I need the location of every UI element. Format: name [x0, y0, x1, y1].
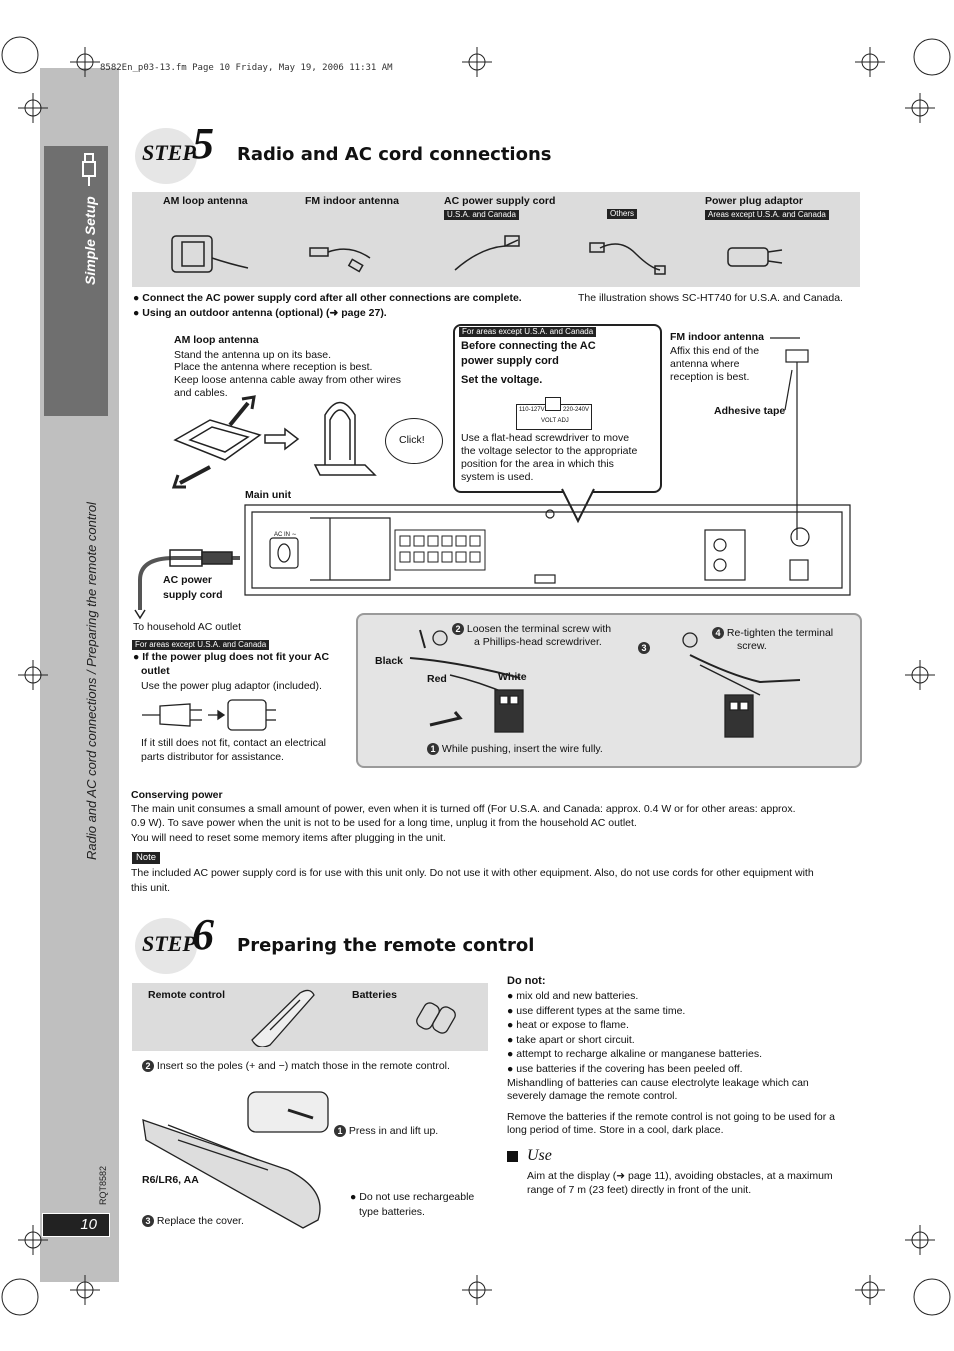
section-label: Simple Setup	[82, 196, 98, 285]
supply-adaptor: Power plug adaptor	[705, 195, 804, 207]
fm-line-2: antenna where	[670, 358, 740, 370]
conserving-title: Conserving power	[131, 789, 223, 801]
donot-4: ● take apart or short circuit.	[507, 1034, 635, 1046]
supply-fm: FM indoor antenna	[305, 195, 399, 207]
plug-use: Use the power plug adaptor (included).	[141, 680, 322, 692]
conserving-line-1: The main unit consumes a small amount of power, even when it is turned off (For U.S.A. and Canada: approx. 0.4 W or for other areas: approx.	[131, 803, 796, 815]
bullet-ac-last: ● Connect the AC power supply cord after all other connections are complete.	[133, 292, 522, 304]
remote-step-3: 3 Replace the cover.	[142, 1215, 244, 1228]
conserving-line-2: 0.9 W). To save power when the unit is not to be used for a long time, unplug it from the household AC outlet.	[131, 817, 637, 829]
note-tag: Note	[132, 852, 160, 864]
ac-cord-label-1: AC power	[163, 574, 213, 586]
use-square-icon	[507, 1151, 518, 1162]
supply-ac-tag: U.S.A. and Canada	[444, 210, 519, 220]
voltage-line-3: position for the area in which this	[461, 458, 614, 470]
term-step-2: 2 Loosen the terminal screw with	[452, 623, 611, 636]
page-number: 10	[80, 1216, 97, 1233]
voltage-line-2: the voltage selector to the appropriate	[461, 445, 638, 457]
supply-others-tag: Others	[607, 209, 637, 219]
term-step-4: 4 Re-tighten the terminal	[712, 627, 833, 640]
remote-batteries-illustration	[240, 985, 470, 1047]
term-step-1: 1 While pushing, insert the wire fully.	[427, 743, 603, 756]
am-line-3: Keep loose antenna cable away from other wires	[174, 374, 402, 386]
step6-number: 6	[192, 910, 214, 959]
illustration-note: The illustration shows SC-HT740 for U.S.A. and Canada.	[578, 292, 843, 304]
use-title: Use	[527, 1147, 552, 1164]
am-title: AM loop antenna	[174, 334, 259, 346]
volt-adj-switch	[516, 404, 592, 430]
remote-step-number-3: 3	[142, 1215, 154, 1227]
am-antenna-illustration	[170, 395, 400, 495]
donot-2: ● use different types at the same time.	[507, 1005, 686, 1017]
volt-low: 110-127V	[519, 407, 545, 413]
ac-cord-label-2: supply cord	[163, 589, 223, 601]
remote-step-1: 1 Press in and lift up.	[334, 1125, 438, 1138]
plug-areas-tag: For areas except U.S.A. and Canada	[132, 640, 269, 650]
voltage-line-4: system is used.	[461, 471, 534, 483]
bullet-outdoor: ● Using an outdoor antenna (optional) (➜ page 27).	[133, 307, 387, 319]
am-line-4: and cables.	[174, 387, 228, 399]
donot-1: ● mix old and new batteries.	[507, 990, 639, 1002]
voltage-line-1: Use a flat-head screwdriver to move	[461, 432, 630, 444]
step-number-4: 4	[712, 627, 724, 639]
mishandling-1: Mishandling of batteries can cause electrolyte leakage which can	[507, 1077, 809, 1089]
plug-fit-2: parts distributor for assistance.	[141, 751, 284, 763]
remote-battery-install-illustration	[138, 1080, 338, 1230]
wire-white: White	[498, 671, 527, 683]
use-line-1: Aim at the display (➜ page 11), avoiding obstacles, at a maximum	[527, 1170, 833, 1182]
remote-step-2: 2 Insert so the poles (+ and −) match those in the remote control.	[142, 1060, 450, 1073]
step5-word: STEP	[142, 140, 196, 165]
donot-5: ● attempt to recharge alkaline or manganese batteries.	[507, 1048, 762, 1060]
step5-title: Radio and AC cord connections	[237, 144, 552, 165]
step-number-3: 3	[638, 642, 650, 654]
wire-red: Red	[427, 673, 447, 685]
plug-head-1: ● If the power plug does not fit your AC	[133, 651, 330, 663]
step-number-2: 2	[452, 623, 464, 635]
fm-line-3: reception is best.	[670, 371, 750, 383]
chapter-label: Radio and AC cord connections / Preparing the remote control	[84, 502, 99, 860]
fm-title: FM indoor antenna	[670, 331, 764, 343]
voltage-set: Set the voltage.	[461, 374, 543, 386]
supply-am: AM loop antenna	[163, 195, 248, 207]
voltage-title-2: power supply cord	[461, 355, 559, 367]
donot-6: ● use batteries if the covering has been peeled off.	[507, 1063, 743, 1075]
doc-code: RQT8582	[98, 1165, 108, 1205]
plug-head-2: outlet	[141, 665, 170, 677]
mishandling-2: severely damage the remote control.	[507, 1090, 678, 1102]
voltage-callout-tag: For areas except U.S.A. and Canada	[459, 327, 596, 337]
file-header: 8582En_p03-13.fm Page 10 Friday, May 19, 2006 11:31 AM	[100, 63, 393, 73]
step6-word: STEP	[142, 931, 196, 956]
ac-in-label: AC IN ∼	[274, 532, 297, 538]
remove-2: long period of time. Store in a cool, dark place.	[507, 1124, 724, 1136]
supply-ac: AC power supply cord	[444, 195, 556, 207]
remove-1: Remove the batteries if the remote control is not going to be used for a	[507, 1111, 836, 1123]
supply-adaptor-tag: Areas except U.S.A. and Canada	[705, 210, 829, 220]
step6-title: Preparing the remote control	[237, 935, 535, 956]
voltage-title-1: Before connecting the AC	[461, 340, 596, 352]
volt-label: VOLT ADJ	[541, 418, 569, 424]
step5-number: 5	[192, 119, 214, 168]
click-label: Click!	[399, 434, 425, 446]
term-step-2b: a Phillips-head screwdriver.	[474, 636, 602, 648]
am-line-2: Place the antenna where reception is best.	[174, 361, 373, 373]
rechargeable-2: type batteries.	[359, 1206, 425, 1218]
donot-title: Do not:	[507, 975, 546, 987]
battery-type: R6/LR6, AA	[142, 1174, 199, 1186]
main-unit-label: Main unit	[245, 489, 292, 501]
remote-step-number-1: 1	[334, 1125, 346, 1137]
wire-black: Black	[375, 655, 404, 667]
rechargeable-1: ● Do not use rechargeable	[350, 1191, 475, 1203]
note-line-2: this unit.	[131, 882, 171, 894]
household-outlet: To household AC outlet	[133, 621, 241, 633]
term-step-4b: screw.	[737, 640, 767, 652]
supply-batteries: Batteries	[352, 989, 397, 1001]
adhesive-tape-label: Adhesive tape	[714, 405, 786, 417]
remote-step-number-2: 2	[142, 1060, 154, 1072]
donot-3: ● heat or expose to flame.	[507, 1019, 629, 1031]
use-line-2: range of 7 m (23 feet) directly in front of the unit.	[527, 1184, 752, 1196]
fm-line-1: Affix this end of the	[670, 345, 760, 357]
am-line-1: Stand the antenna up on its base.	[174, 349, 332, 361]
volt-selector	[545, 397, 561, 411]
step-number-1: 1	[427, 743, 439, 755]
conserving-line-3: You will need to reset some memory items after plugging in the unit.	[131, 832, 446, 844]
main-unit-rear-panel	[240, 500, 860, 605]
volt-high: 220-240V	[562, 407, 589, 413]
plug-fit-1: If it still does not fit, contact an electrical	[141, 737, 327, 749]
terminal-illustration	[400, 620, 840, 745]
plug-adaptor-illustration	[140, 696, 280, 734]
supplies-illustrations	[160, 228, 860, 283]
supply-remote: Remote control	[148, 989, 226, 1001]
click-bubble	[385, 418, 443, 464]
note-line-1: The included AC power supply cord is for use with this unit only. Do not use it with other equipment. Also, do not use cords for other equipment with	[131, 867, 814, 879]
